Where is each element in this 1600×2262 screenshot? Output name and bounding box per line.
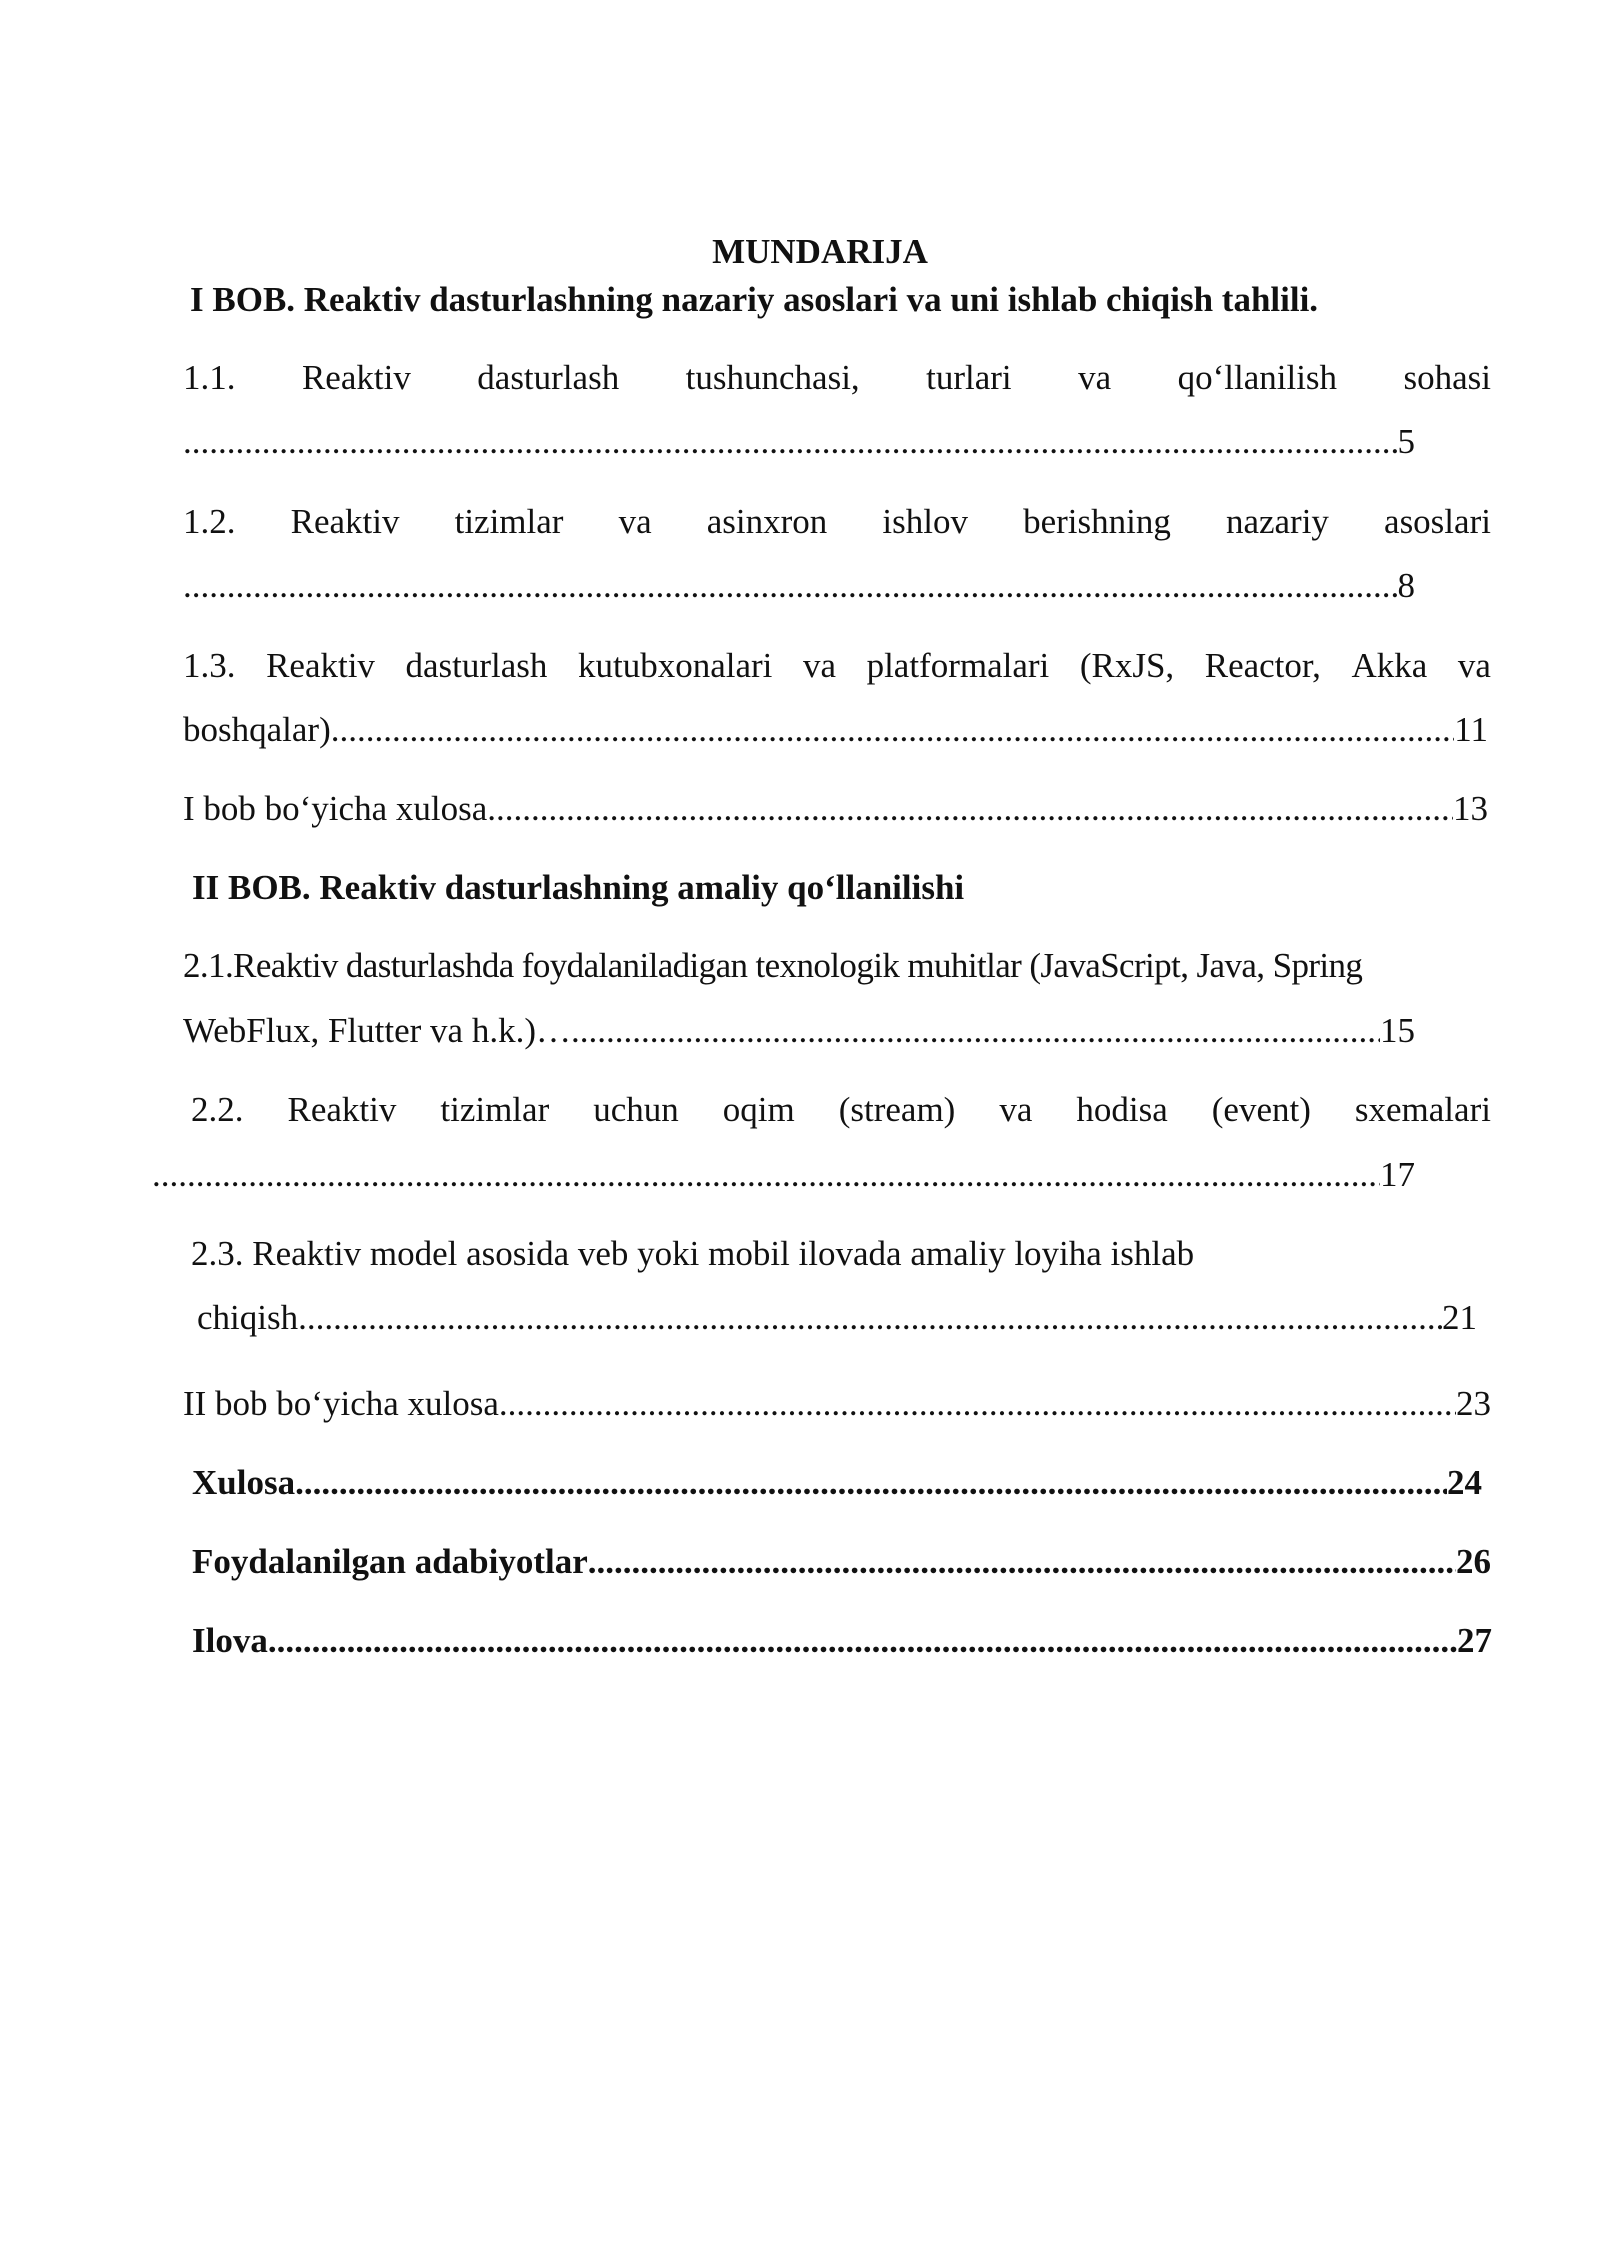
toc-item-1-3-word: Reaktiv (266, 646, 375, 685)
toc-item-1-1-leader (183, 422, 1415, 462)
toc-entry-label: II bob bo‘yicha xulosa (183, 1384, 499, 1423)
dot-leader (499, 1384, 1456, 1424)
toc-item-1-3-line2: boshqalar) (183, 710, 331, 749)
toc-item-2-2-word: Reaktiv (287, 1090, 397, 1129)
toc-item-2-2-word: (event) (1211, 1090, 1311, 1129)
toc-item-2-1: 2.1.Reaktiv dasturlashda foydalaniladigan texnologik muhitlar (JavaScript, Java, Spring (183, 946, 1363, 985)
toc-item-2-2-word: uchun (593, 1090, 679, 1129)
toc-entry-label: Xulosa (192, 1463, 296, 1502)
toc-item-1-3-word: (RxJS, (1079, 646, 1175, 685)
dot-leader (295, 1463, 1447, 1503)
toc-item-1-3 (183, 646, 1491, 686)
page-number: 27 (1457, 1621, 1492, 1660)
toc-item-1-2-word: 1.2. (183, 502, 236, 541)
page-number: 15 (1380, 1011, 1415, 1050)
page-number: 8 (1397, 566, 1415, 605)
toc-chapter-1-conclusion (183, 789, 1488, 829)
dot-leader (331, 710, 1455, 750)
toc-item-1-2 (183, 502, 1491, 542)
toc-item-2-3-leader (197, 1298, 1477, 1338)
toc-item-1-1-word: 1.1. (183, 358, 236, 397)
toc-item-1-1-word: Reaktiv (301, 358, 411, 397)
toc-item-2-2 (191, 1090, 1491, 1130)
page-number: 23 (1456, 1384, 1491, 1423)
toc-adabiyotlar (192, 1542, 1491, 1582)
toc-item-1-1-word: qo‘llanilish (1177, 358, 1338, 397)
chapter-1-heading: I BOB. Reaktiv dasturlashning nazariy asoslari va uni ishlab chiqish tahlili. (190, 280, 1319, 319)
page-number: 24 (1447, 1463, 1482, 1502)
toc-entry-label: Foydalanilgan adabiyotlar (192, 1542, 588, 1581)
page-number: 13 (1453, 789, 1488, 828)
toc-item-1-2-word: ishlov (882, 502, 968, 541)
toc-entry-label: I bob bo‘yicha xulosa (183, 789, 488, 828)
page-title: MUNDARIJA (712, 232, 928, 271)
page-number: 21 (1442, 1298, 1477, 1337)
toc-item-1-3-word: platformalari (866, 646, 1050, 685)
toc-item-1-3-word: va (1457, 646, 1491, 685)
dot-leader (183, 566, 1398, 606)
toc-item-1-3-word: kutubxonalari (577, 646, 773, 685)
toc-item-1-1-word: tushunchasi, (685, 358, 860, 397)
chapter-2-heading: II BOB. Reaktiv dasturlashning amaliy qo‘llanilishi (192, 868, 965, 907)
toc-item-1-3-word: Reactor, (1204, 646, 1321, 685)
toc-item-1-1-word: sohasi (1403, 358, 1491, 397)
toc-item-2-3-line2: chiqish (197, 1298, 299, 1337)
dot-leader (268, 1621, 1457, 1661)
toc-item-2-2-word: sxemalari (1354, 1090, 1491, 1129)
toc-item-2-2-word: oqim (722, 1090, 795, 1129)
dot-leader (298, 1298, 1442, 1338)
toc-item-1-1-word: dasturlash (477, 358, 620, 397)
toc-xulosa (192, 1463, 1482, 1503)
toc-item-1-3-word: va (802, 646, 836, 685)
toc-item-2-1-leader (183, 1011, 1415, 1051)
toc-item-1-3-word: dasturlash (405, 646, 548, 685)
toc-ilova (192, 1621, 1492, 1661)
toc-item-1-2-word: asinxron (706, 502, 828, 541)
toc-item-1-2-leader (183, 566, 1415, 606)
dot-leader (487, 789, 1453, 829)
toc-item-2-2-word: 2.2. (191, 1090, 244, 1129)
page-number: 5 (1397, 422, 1415, 461)
toc-item-1-3-word: 1.3. (183, 646, 236, 685)
toc-item-1-2-word: Reaktiv (290, 502, 400, 541)
toc-item-1-2-word: asoslari (1384, 502, 1491, 541)
dot-leader (183, 422, 1398, 462)
toc-item-1-1-word: va (1078, 358, 1112, 397)
page-number: 17 (1380, 1155, 1415, 1194)
toc-item-1-3-word: Akka (1351, 646, 1428, 685)
toc-item-1-1-word: turlari (926, 358, 1012, 397)
toc-item-2-3: 2.3. Reaktiv model asosida veb yoki mobil ilovada amaliy loyiha ishlab (191, 1234, 1195, 1273)
dot-leader (152, 1155, 1380, 1195)
toc-item-1-3-leader (183, 710, 1488, 750)
toc-item-2-2-word: va (999, 1090, 1033, 1129)
toc-item-1-2-word: berishning (1023, 502, 1171, 541)
toc-item-1-2-word: tizimlar (454, 502, 564, 541)
page-number: 26 (1456, 1542, 1491, 1581)
toc-chapter-2-conclusion (183, 1384, 1491, 1424)
toc-item-2-2-leader (152, 1155, 1415, 1195)
toc-item-1-1 (183, 358, 1491, 398)
toc-item-1-2-word: nazariy (1225, 502, 1329, 541)
toc-item-1-2-word: va (618, 502, 652, 541)
toc-item-2-2-word: hodisa (1076, 1090, 1168, 1129)
dot-leader (571, 1011, 1380, 1051)
toc-item-2-2-word: (stream) (838, 1090, 956, 1129)
toc-item-2-1-line2: WebFlux, Flutter va h.k.)… (183, 1011, 571, 1050)
page-number: 11 (1454, 710, 1488, 749)
toc-entry-label: Ilova (192, 1621, 268, 1660)
toc-item-2-2-word: tizimlar (440, 1090, 550, 1129)
dot-leader (588, 1542, 1456, 1582)
